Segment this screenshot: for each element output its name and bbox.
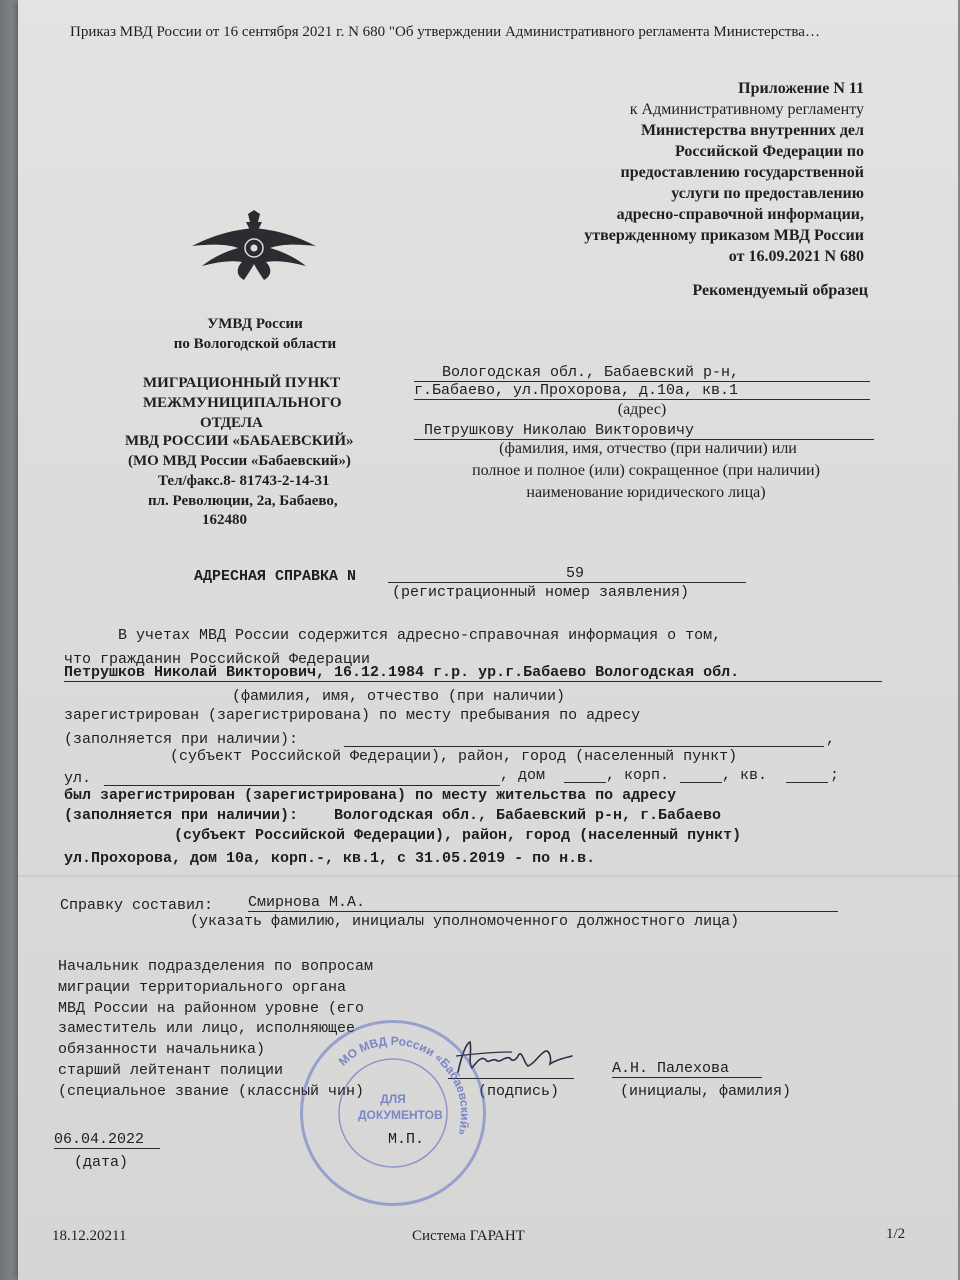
signature-caption: (подпись) <box>478 1083 560 1100</box>
street-label: ул. <box>64 770 92 787</box>
chief-line: заместитель или лицо, исполняющее <box>58 1020 356 1037</box>
chief-line: обязанности начальника) <box>58 1041 266 1058</box>
appendix-line: Приложение N 11 <box>738 80 864 97</box>
person-caption: (фамилия, имя, отчество (при наличии) <box>232 688 566 705</box>
appendix-line: к Административному регламенту <box>629 101 864 118</box>
stay-region-comma: , <box>826 731 836 748</box>
residence-registration-prefix: (заполняется при наличии): <box>64 807 299 824</box>
issuer-unit-line: (МО МВД России «Бабаевский») <box>128 453 351 469</box>
compiled-by-name: Смирнова М.А. <box>248 894 838 912</box>
appendix-block <box>444 78 864 267</box>
stamp-ring-text: МО МВД России «Бабаевский» <box>335 1033 473 1137</box>
appendix-line: Российской Федерации по <box>675 143 864 160</box>
official-stamp-icon <box>300 1020 486 1206</box>
appendix-line: утвержденному приказом МВД России <box>584 227 864 244</box>
recipient-name-caption: (фамилия, имя, отчество (при наличии) или <box>499 440 797 457</box>
recommended-sample-label: Рекомендуемый образец <box>692 282 868 299</box>
house-label: , дом <box>500 767 546 784</box>
issuer-unit-line: 162480 <box>202 512 247 528</box>
residence-region-caption: (субъект Российской Федерации), район, город (населенный пункт) <box>174 827 742 844</box>
building-blank <box>680 782 722 783</box>
issue-date-caption: (дата) <box>74 1154 129 1171</box>
running-header: Приказ МВД России от 16 сентября 2021 г. N 680 "Об утверждении Административного регламента Министерства… <box>70 24 820 40</box>
issuer-unit-line: МЕЖМУНИЦИПАЛЬНОГО <box>143 395 342 411</box>
recipient-name-caption: наименование юридического лица) <box>526 484 766 501</box>
issuer-ministry-line: УМВД России <box>207 316 303 332</box>
recipient-name: Петрушкову Николаю Викторовичу <box>414 422 874 440</box>
appendix-line: адресно-справочной информации, <box>616 206 864 223</box>
stay-region-caption: (субъект Российской Федерации), район, город (населенный пункт) <box>170 748 738 765</box>
appendix-line: Министерства внутренних дел <box>640 122 864 139</box>
residence-region: Вологодская обл., Бабаевский р-н, г.Бабаево <box>334 807 722 824</box>
seal-place-label: М.П. <box>388 1131 425 1148</box>
street-semicolon: ; <box>830 767 840 784</box>
chief-line: миграции территориального органа <box>58 979 347 996</box>
appendix-line: услуги по предоставлению <box>671 185 864 202</box>
flat-label: , кв. <box>722 767 768 784</box>
compiled-by-label: Справку составил: <box>60 897 214 914</box>
recipient-address-caption: (адрес) <box>617 401 667 418</box>
stay-registration-line: зарегистрирован (зарегистрирована) по месту пребывания по адресу <box>64 707 641 724</box>
issue-date: 06.04.2022 <box>54 1131 160 1149</box>
stamp-inner-text: ДЛЯ ДОКУМЕНТОВ <box>358 1092 443 1122</box>
recipient-name-caption: полное и полное (или) сокращенное (при наличии) <box>472 462 820 479</box>
issuer-unit-line: МВД РОССИИ «БАБАЕВСКИЙ» <box>125 433 354 449</box>
intro-line: что гражданин Российской Федерации <box>64 651 371 668</box>
footer-system: Система ГАРАНТ <box>412 1228 525 1244</box>
footer-page-number: 1/2 <box>886 1226 906 1242</box>
person-line: Петрушков Николай Викторович, 16.12.1984 г.р. ур.г.Бабаево Вологодская обл. <box>64 664 882 682</box>
chief-line: старший лейтенант полиции <box>58 1062 284 1079</box>
stay-registration-line: (заполняется при наличии): <box>64 731 299 748</box>
building-label: , корп. <box>606 767 670 784</box>
footer-date: 18.12.20211 <box>52 1228 127 1244</box>
chief-line: Начальник подразделения по вопросам <box>58 958 374 975</box>
recipient-address-line1: Вологодская обл., Бабаевский р-н, <box>414 364 870 382</box>
compiled-by-caption: (указать фамилию, инициалы уполномоченного должностного лица) <box>190 913 740 930</box>
residence-registration-line: был зарегистрирован (зарегистрирована) по месту жительства по адресу <box>64 787 677 804</box>
issuer-ministry-line: по Вологодской области <box>173 336 337 352</box>
house-blank <box>564 782 606 783</box>
intro-line: В учетах МВД России содержится адресно-справочная информация о том, <box>118 627 722 644</box>
eagle-emblem-icon <box>186 208 322 292</box>
certificate-title: АДРЕСНАЯ СПРАВКА N <box>194 568 357 585</box>
flat-blank <box>786 782 828 783</box>
issuer-unit-line: Тел/факс.8- 81743-2-14-31 <box>158 473 330 489</box>
residence-street: ул.Прохорова, дом 10а, корп.-, кв.1, с 31.05.2019 - по н.в. <box>64 850 596 867</box>
stay-region-blank <box>344 746 824 747</box>
signer-caption: (инициалы, фамилия) <box>620 1083 792 1100</box>
certificate-number: 59 <box>388 565 746 583</box>
appendix-line: предоставлению государственной <box>620 164 864 181</box>
chief-line: МВД России на районном уровне (его <box>58 1000 365 1017</box>
chief-line: (специальное звание (классный чин) <box>58 1083 365 1100</box>
certificate-number-caption: (регистрационный номер заявления) <box>392 584 690 601</box>
recipient-address-line2: г.Бабаево, ул.Прохорова, д.10а, кв.1 <box>414 382 870 400</box>
signer-name: А.Н. Палехова <box>612 1060 762 1078</box>
issuer-unit-line: ОТДЕЛА <box>200 415 263 431</box>
issuer-unit-line: пл. Революции, 2а, Бабаево, <box>148 493 338 509</box>
issuer-unit-line: МИГРАЦИОННЫЙ ПУНКТ <box>143 375 341 391</box>
street-blank <box>104 785 500 786</box>
appendix-line: от 16.09.2021 N 680 <box>728 248 864 265</box>
paper-fold <box>18 875 960 877</box>
